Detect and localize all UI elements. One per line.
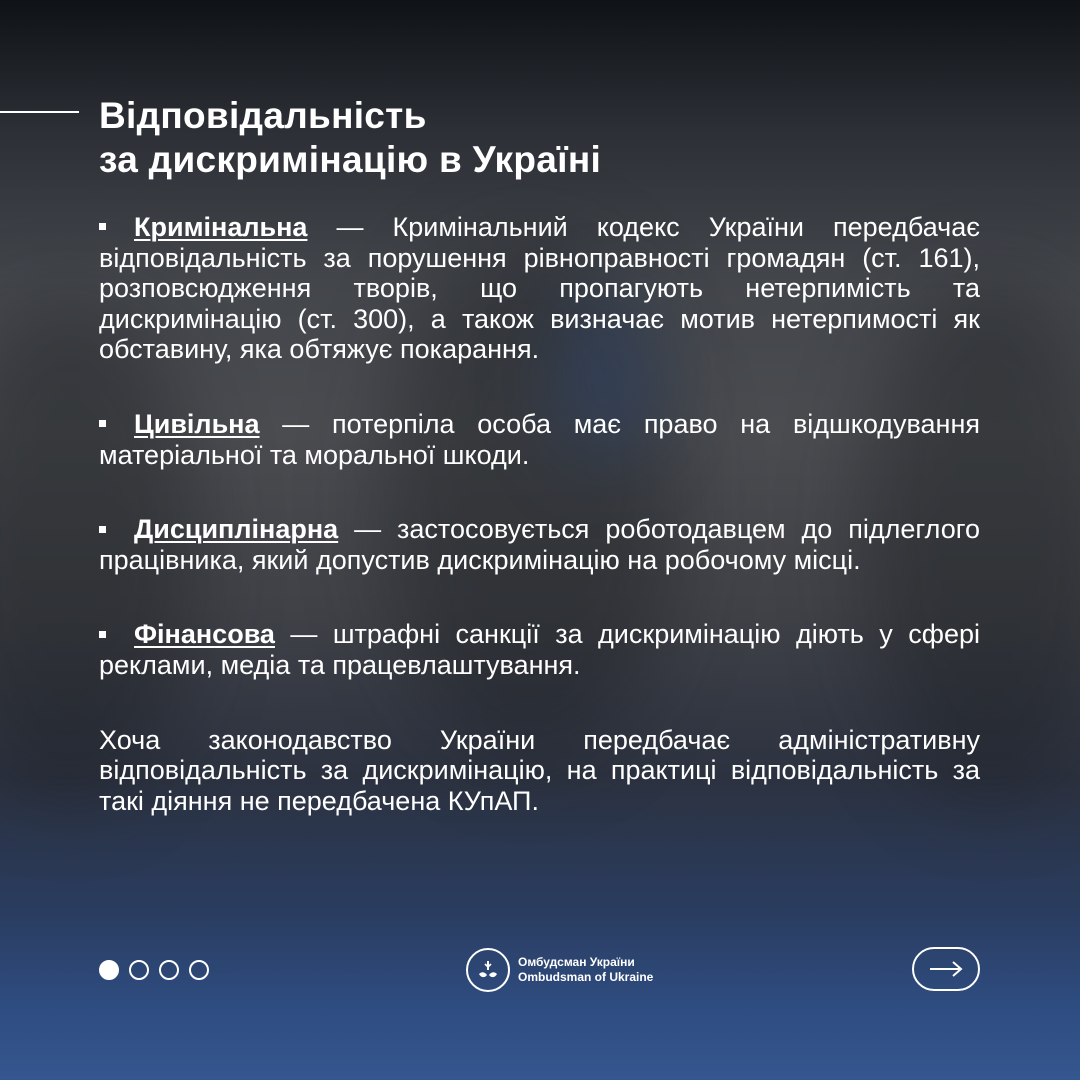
item-text: — застосовується роботодавцем до підлеглого працівника, який допустив дискримінацію на робочому місці. [99, 514, 980, 575]
bullet-icon [99, 631, 106, 638]
closing-note: Хоча законодавство України передбачає адміністративну відповідальність за дискримінацію, на практиці відповідальність за такі діяння не передбачена КУпАП. [99, 724, 980, 816]
list-item-civil [99, 409, 980, 470]
item-text: — штрафні санкції за дискримінацію діють у сфері реклами, медіа та працевлаштування. [99, 619, 980, 680]
term-criminal: Кримінальна [134, 212, 308, 242]
next-slide-button[interactable] [912, 947, 980, 991]
term-disciplinary: Дисциплінарна [134, 514, 339, 545]
logo-line-ua: Омбудсман України [518, 955, 635, 969]
item-text: — потерпіла особа має право на відшкодування матеріальної та моральної шкоди. [99, 408, 980, 470]
title-line-1: Відповідальність [99, 95, 427, 136]
title-line-2: за дискримінацію в Україні [99, 139, 602, 180]
pagination-dot-1-active[interactable] [99, 960, 119, 980]
ombudsman-logo [466, 948, 653, 992]
pagination-dots [99, 960, 209, 980]
pagination-dot-2[interactable] [129, 960, 149, 980]
item-text: — Кримінальний кодекс України передбачає відповідальність за порушення рівноправності громадян (ст. 161), розповсюдження творів, що пропагують нетерпимість та дискримінацію (ст. 300), а також визначає мотив нетерпимості як обставину, яка обтяжує покарання. [99, 212, 980, 365]
pagination-dot-3[interactable] [159, 960, 179, 980]
bullet-icon [99, 223, 106, 230]
ombudsman-hands-icon [466, 948, 510, 992]
list-item-disciplinary [99, 514, 980, 575]
title-accent-line [0, 111, 79, 113]
term-financial: Фінансова [134, 619, 275, 650]
arrow-right-icon [929, 961, 963, 977]
list-item-criminal [99, 212, 980, 365]
bullet-icon [99, 526, 106, 533]
logo-line-en: Ombudsman of Ukraine [518, 970, 654, 984]
pagination-dot-4[interactable] [189, 960, 209, 980]
list-item-financial [99, 619, 980, 680]
content [99, 212, 980, 816]
term-civil: Цивільна [134, 408, 260, 439]
bullet-icon [99, 420, 106, 427]
page-title [99, 94, 601, 182]
logo-text [518, 955, 653, 985]
